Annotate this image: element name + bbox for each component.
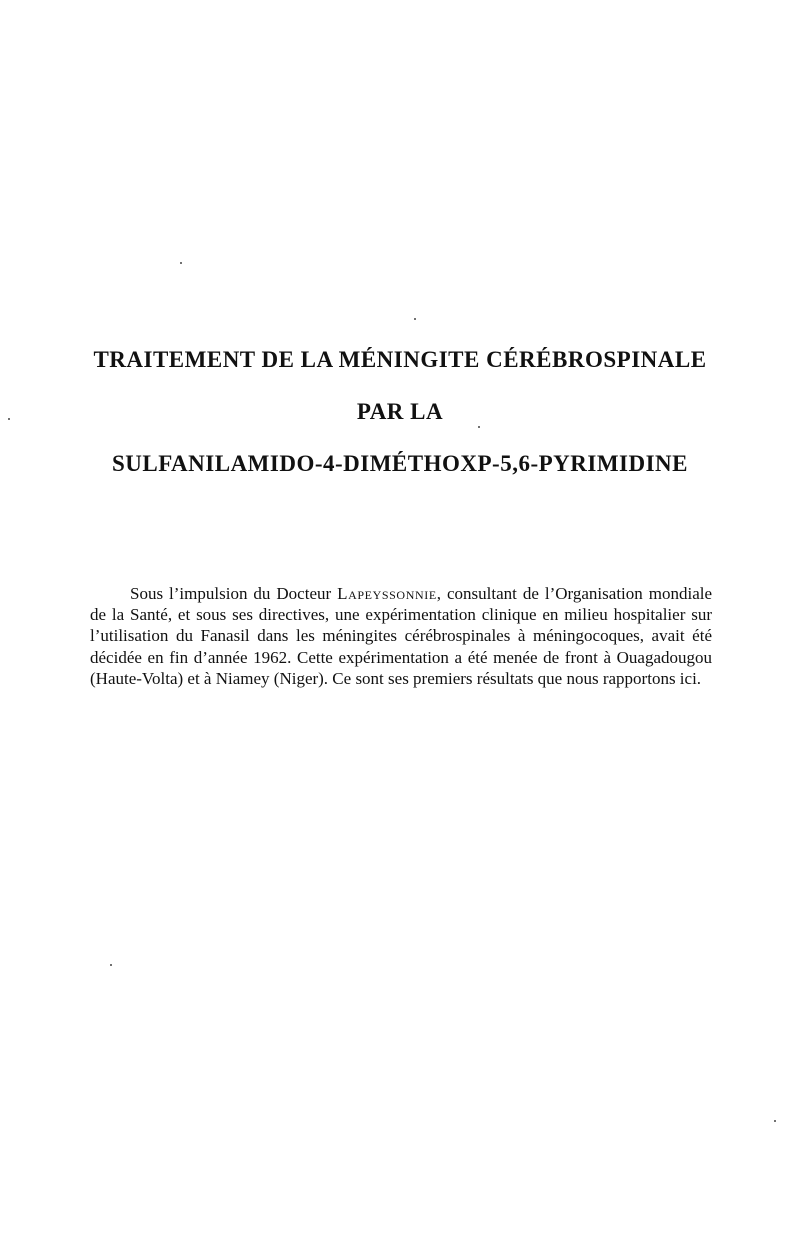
scan-speck [774,1120,776,1122]
scan-speck [180,262,182,264]
paragraph-text-rest: , consultant de l’Organisation mondiale de la Santé, et sous ses directives, une expérimentation clinique en milieu hospitalier sur l’utilisation du Fanasil dans les méningites cérébrospinales à méningocoques, avait été décidée en fin d’année 1962. Cette expérimentation a été menée de front à Ouagadougou (Haute-Volta) et à Niamey (Niger). Ce sont ses premiers résultats que nous rapportons ici. [90,584,713,688]
paragraph-text-start: Sous l’impulsion du Docteur [130,584,338,603]
title-line-3: SULFANILAMIDO-4-DIMÉTHOXP-5,6-PYRIMIDINE [111,451,689,476]
scan-speck [110,964,112,966]
title-line-1: TRAITEMENT DE LA MÉNINGITE CÉRÉBROSPINALE [93,347,707,372]
scan-speck [8,418,10,420]
title-line-2: PAR LA [356,399,444,424]
scan-speck [478,426,480,428]
scan-speck [414,318,416,320]
intro-paragraph [90,583,712,689]
author-name: Lapeyssonnie [337,584,437,603]
